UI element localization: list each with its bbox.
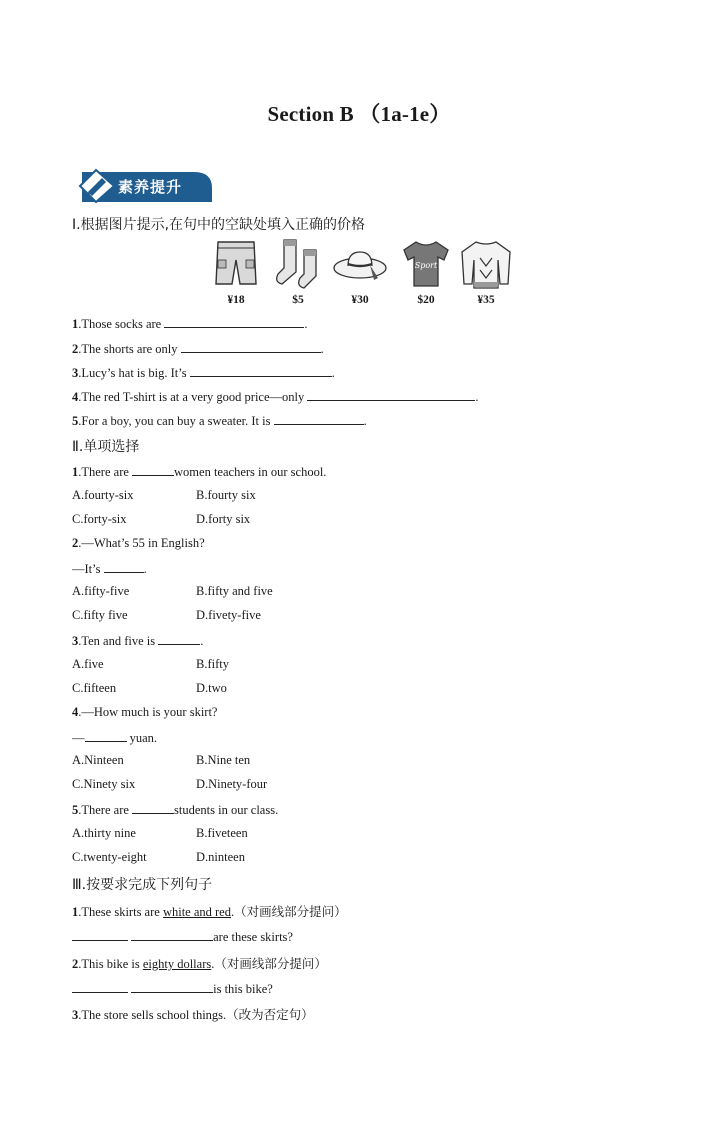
option-row (72, 777, 268, 792)
option-d[interactable]: D.two (196, 681, 227, 695)
underlined-phrase: eighty dollars (142, 957, 212, 971)
option-row (72, 657, 229, 672)
part3-question-3: 3.The store sells school things.（改为否定句） (72, 1008, 314, 1022)
answer-blank[interactable] (274, 412, 364, 425)
badge-label: 素养提升 (118, 178, 183, 196)
clothing-pictures (0, 238, 718, 310)
part2-heading: Ⅱ.单项选择 (72, 439, 140, 455)
option-a[interactable]: A.five (72, 657, 104, 671)
part1-heading: Ⅰ.根据图片提示,在句中的空缺处填入正确的价格 (72, 217, 366, 233)
answer-blank[interactable] (131, 928, 213, 941)
option-d[interactable]: D.Ninety-four (196, 777, 268, 791)
option-d[interactable]: D.ninteen (196, 850, 245, 864)
option-row (72, 826, 248, 841)
part3-question-2: 2.This bike is eighty dollars.（对画线部分提问） (72, 957, 327, 971)
part1-question-2: 2.The shorts are only . (72, 342, 324, 356)
answer-blank[interactable] (72, 980, 128, 993)
price-label: ¥30 (351, 294, 369, 306)
answer-blank[interactable] (307, 388, 475, 401)
answer-blank[interactable] (164, 315, 304, 328)
answer-blank[interactable] (158, 632, 200, 645)
option-row (72, 681, 227, 696)
option-a[interactable]: A.fifty-five (72, 584, 130, 598)
answer-blank[interactable] (85, 729, 127, 742)
part3-heading: Ⅲ.按要求完成下列句子 (72, 877, 213, 893)
option-a[interactable]: A.fourty-six (72, 488, 134, 502)
price-label: ¥35 (477, 294, 495, 306)
option-c[interactable]: C.Ninety six (72, 777, 136, 791)
part3-answer-1: are these skirts? (72, 928, 293, 945)
option-c[interactable]: C.fifty five (72, 608, 128, 622)
option-c[interactable]: C.forty-six (72, 512, 127, 526)
price-label: $20 (417, 294, 435, 306)
part3-answer-2: is this bike? (72, 980, 273, 997)
part3-question-1: 1.These skirts are white and red.（对画线部分提问） (72, 905, 347, 919)
option-d[interactable]: D.fivety-five (196, 608, 261, 622)
price-label: ¥18 (227, 294, 245, 306)
option-d[interactable]: D.forty six (196, 512, 251, 526)
part2-question-2: 2.—What’s 55 in English? (72, 536, 205, 550)
option-row (72, 753, 251, 768)
answer-blank[interactable] (104, 560, 144, 573)
answer-blank[interactable] (132, 463, 174, 476)
answer-blank[interactable] (181, 340, 321, 353)
part2-question-4: 4.—How much is your skirt? (72, 705, 218, 719)
option-row (72, 512, 251, 527)
tshirt-print-text: Sport (414, 261, 438, 270)
part2-question-1: 1.There are women teachers in our school. (72, 465, 327, 479)
socks-icon (270, 238, 326, 290)
option-c[interactable]: C.twenty-eight (72, 850, 147, 864)
option-b[interactable]: B.fifty and five (196, 584, 273, 598)
option-row (72, 608, 261, 623)
part2-question-4-answer: — yuan. (72, 731, 158, 745)
sweater-icon (458, 238, 514, 290)
underlined-phrase: white and red (162, 905, 231, 919)
option-b[interactable]: B.fifty (196, 657, 229, 671)
option-b[interactable]: B.fourty six (196, 488, 256, 502)
option-row (72, 584, 273, 599)
answer-blank[interactable] (72, 928, 128, 941)
answer-blank[interactable] (131, 980, 213, 993)
option-row (72, 488, 256, 503)
option-c[interactable]: C.fifteen (72, 681, 117, 695)
tshirt-icon (398, 238, 454, 290)
part2-question-2-answer: —It’s . (72, 562, 147, 576)
hat-icon (332, 238, 388, 290)
option-b[interactable]: B.fiveteen (196, 826, 248, 840)
part2-question-5: 5.There are students in our class. (72, 803, 279, 817)
option-row (72, 850, 245, 865)
answer-blank[interactable] (132, 801, 174, 814)
price-label: $5 (292, 294, 304, 306)
shorts-icon (208, 238, 264, 290)
option-b[interactable]: B.Nine ten (196, 753, 251, 767)
part2-question-3: 3.Ten and five is . (72, 634, 204, 648)
option-a[interactable]: A.Ninteen (72, 753, 124, 767)
part1-question-3: 3.Lucy’s hat is big. It’s . (72, 366, 335, 380)
part1-question-1: 1.Those socks are . (72, 317, 308, 331)
part1-question-5: 5.For a boy, you can buy a sweater. It is . (72, 414, 367, 428)
option-a[interactable]: A.thirty nine (72, 826, 136, 840)
answer-blank[interactable] (190, 364, 332, 377)
page-title: Section B （1a-1e） (267, 102, 451, 126)
part1-question-4: 4.The red T-shirt is at a very good price—only . (72, 390, 479, 404)
